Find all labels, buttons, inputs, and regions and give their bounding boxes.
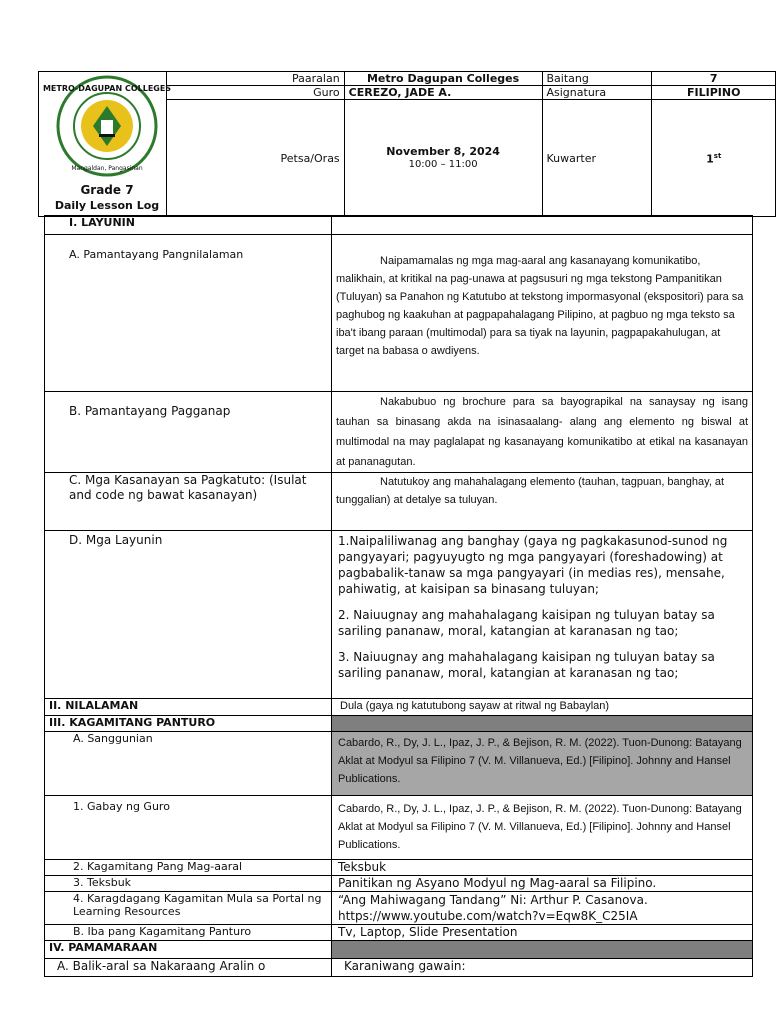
date-label: Petsa/Oras (166, 100, 344, 217)
teacher-value: CEREZO, JADE A. (344, 86, 542, 100)
text-gabay-ng-guro: Cabardo, R., Dy, J. L., Ipaz, J. P., & Bejison, R. M. (2022). Tuon-Dunong: Batayang Aklat at Modyul sa Filipino 7 (V. M. Villanueva, Ed.) [Filipino]. Johnny and Hansel Publications. (332, 796, 753, 860)
section-nilalaman: II. NILALAMAN (45, 699, 332, 716)
school-label: Paaralan (166, 72, 344, 86)
label-kasanayan: C. Mga Kasanayan sa Pagkatuto: (Isulat and code ng bawat kasanayan) (45, 473, 332, 531)
quarter-sup: st (713, 152, 722, 161)
lesson-header (38, 71, 776, 215)
quarter-label: Kuwarter (542, 100, 652, 217)
school-value: Metro Dagupan Colleges (344, 72, 542, 86)
logo-text-bottom: Mangaldan, Pangasinan (71, 165, 143, 172)
section-kagamitan: III. KAGAMITANG PANTURO (45, 716, 332, 732)
text-teksbuk: Panitikan ng Asyano Modyul ng Mag-aaral sa Filipino. (332, 876, 753, 892)
logo-cell (39, 72, 172, 217)
date-value: November 8, 2024 (386, 145, 500, 159)
text-pamantayang-pagganap: Nakabubuo ng brochure para sa bayograpikal na sanaysay ng isang tauhan sa binasang akda na isinasaalang- alang ang elemento ng biswal at multimodal na may paglalapat ng kasanayang komunikatibo at etikal na kasanayan at pananagutan. (332, 392, 753, 473)
text-karagdagang-kagamitan: “Ang Mahiwagang Tandang” Ni: Arthur P. Casanova. (338, 893, 648, 907)
label-teksbuk: 3. Teksbuk (45, 876, 332, 892)
text-iba-pang-kagamitan: Tv, Laptop, Slide Presentation (332, 925, 753, 941)
date-cell (344, 100, 542, 217)
label-karagdagang-kagamitan: 4. Karagdagang Kagamitan Mula sa Portal ng Learning Resources (45, 892, 332, 925)
subject-label: Asignatura (542, 86, 652, 100)
label-kagamitang-mag-aaral: 2. Kagamitang Pang Mag-aaral (45, 860, 332, 876)
school-seal-logo (42, 74, 172, 178)
quarter-value: 1 (706, 152, 714, 166)
section-pamamaraan: IV. PAMAMARAAN (45, 941, 332, 959)
text-kagamitang-mag-aaral: Teksbuk (332, 860, 753, 876)
text-nilalaman: Dula (gaya ng katutubong sayaw at ritwal ng Babaylan) (332, 699, 753, 716)
grade-value: 7 (652, 72, 776, 86)
logo-text-top: METRO-DAGUPAN COLLEGES (42, 84, 172, 93)
layunin-item-3: 3. Naiuugnay ang mahahalagang kaisipan ng tuluyan batay sa sariling pananaw, moral, katangian at karanasan ng tao; (338, 650, 715, 680)
layunin-item-1: 1.Naipaliliwanag ang banghay (gaya ng pagkakasunod-sunod ng pangyayari; pagyuyugto ng mga pangyayari (foreshadowing) at pagbabalik-tanaw sa mga pangyayari (in medias res), mensahe, pahiwatig, at kaisipan sa binasang tuluyan; (338, 534, 728, 596)
label-pamantayang-pangnilalaman: A. Pamantayang Pangnilalaman (45, 235, 332, 392)
text-pamantayang-pangnilalaman: Naipamamalas ng mga mag-aaral ang kasanayang komunikatibo, malikhain, at kritikal na pag-unawa at pagsusuri ng mga tekstong Pampanitikan (Tuluyan) sa Panahon ng Katutubo at tekstong impormasyonal (ekspositori) para sa paghubog ng kaakuhan at pagpapahalagang Pilipino, at pagbuo ng mga teksto sa iba't ibang paraan (multimodal) para sa tiyak na layunin, pagpapakahulugan, at target na babasa o awdiyens. (332, 235, 753, 392)
text-balik-aral: Karaniwang gawain: (332, 959, 753, 977)
lesson-table (44, 215, 753, 977)
empty-cell (332, 216, 753, 235)
teacher-label: Guro (166, 86, 344, 100)
karagdagang-kagamitan-cell (332, 892, 753, 925)
pamamaraan-shaded-cell (332, 941, 753, 959)
section-layunin: I. LAYUNIN (45, 216, 332, 235)
label-sanggunian: A. Sanggunian (45, 732, 332, 796)
quarter-cell (652, 100, 776, 217)
time-value: 10:00 – 11:00 (408, 159, 478, 171)
label-mga-layunin: D. Mga Layunin (45, 531, 332, 699)
lesson-body (44, 215, 753, 977)
kagamitan-shaded-cell (332, 716, 753, 732)
layunin-item-2: 2. Naiuugnay ang mahahalagang kaisipan ng tuluyan batay sa sariling pananaw, moral, katangian at karanasan ng tao; (338, 608, 715, 638)
label-pamantayang-pagganap: B. Pamantayang Pagganap (45, 392, 332, 473)
label-iba-pang-kagamitan: B. Iba pang Kagamitang Panturo (45, 925, 332, 941)
label-balik-aral: A. Balik-aral sa Nakaraang Aralin o (45, 959, 332, 977)
label-gabay-ng-guro: 1. Gabay ng Guro (45, 796, 332, 860)
subject-value: FILIPINO (652, 86, 776, 100)
grade-label: Baitang (542, 72, 652, 86)
text-sanggunian: Cabardo, R., Dy, J. L., Ipaz, J. P., & Bejison, R. M. (2022). Tuon-Dunong: Batayang Aklat at Modyul sa Filipino 7 (V. M. Villanueva, Ed.) [Filipino]. Johnny and Hansel Publications. (332, 732, 753, 796)
text-kasanayan: Natutukoy ang mahahalagang elemento (tauhan, tagpuan, banghay, at tunggalian) at detalye sa tuluyan. (332, 473, 753, 531)
link-youtube[interactable]: https://www.youtube.com/watch?v=Eqw8K_C25IA (338, 909, 638, 923)
list-mga-layunin (332, 531, 753, 699)
log-title: Daily Lesson Log (54, 199, 160, 212)
header-table (38, 71, 776, 217)
grade-title: Grade 7 (80, 183, 134, 197)
